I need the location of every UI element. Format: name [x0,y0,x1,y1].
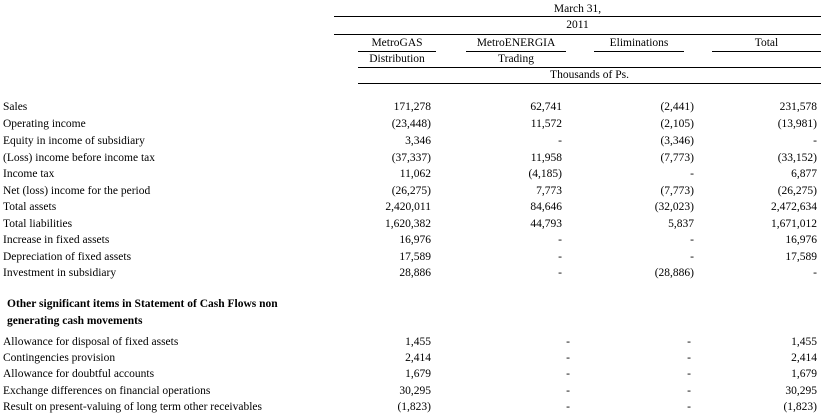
cell-metroenergia: 11,958 [530,152,562,164]
cell-metrogas: 3,346 [405,135,431,147]
cell-metroenergia: 84,646 [530,201,562,213]
row-label: Depreciation of fixed assets [3,251,132,263]
cell-eliminations: - [690,251,694,263]
cell-metroenergia: 11,572 [530,118,562,130]
cell-eliminations: - [687,368,691,380]
header-divider-bottom [358,83,821,84]
cell-total: 2,414 [791,352,817,364]
cell-total: 1,679 [791,368,817,380]
cell-eliminations: (2,105) [660,118,694,130]
section-title-line2: generating cash movements [7,315,143,327]
units-label: Thousands of Ps. [550,69,629,81]
header-year: 2011 [566,19,589,31]
cell-total: 16,976 [785,234,817,246]
row-label: Result on present-valuing of long term other receivables [3,401,262,413]
cell-metrogas: 17,589 [399,251,431,263]
row-label: Equity in income of subsidiary [3,135,145,147]
cell-metroenergia: (4,185) [528,168,562,180]
column-underline-eliminations [594,51,684,52]
cell-total: (26,275) [777,185,817,197]
cell-eliminations: - [687,385,691,397]
cell-eliminations: (7,773) [660,152,694,164]
header-divider-top [334,16,821,17]
cell-metroenergia: - [566,352,570,364]
cell-total: 30,295 [785,385,817,397]
column-header-total: Total [754,37,779,49]
cell-metrogas: (37,337) [391,152,431,164]
row-label: Net (loss) income for the period [3,185,151,197]
cell-metroenergia: 7,773 [536,185,562,197]
row-label: Investment in subsidiary [3,267,117,279]
cell-metrogas: 2,420,011 [385,201,431,213]
cell-metrogas: 1,620,382 [385,218,431,230]
header-date: March 31, [553,3,602,15]
cell-eliminations: (32,023) [654,201,694,213]
cell-metrogas: 30,295 [399,385,431,397]
cell-metrogas: 11,062 [399,168,431,180]
cell-eliminations: (2,441) [660,101,694,113]
column-subheader-distribution: Distribution [369,53,425,65]
cell-eliminations: - [690,234,694,246]
cell-total: (1,823) [783,401,817,413]
cell-metroenergia: 44,793 [530,218,562,230]
row-label: Income tax [3,168,55,180]
cell-metrogas: (26,275) [391,185,431,197]
column-header-metrogas: MetroGAS [371,37,423,49]
cell-metrogas: (1,823) [397,401,431,413]
cell-total: (33,152) [777,152,817,164]
cell-metroenergia: - [566,336,570,348]
row-label: Total liabilities [3,218,73,230]
cell-metroenergia: - [566,401,570,413]
cell-metroenergia: - [558,234,562,246]
cell-total: 231,578 [779,101,817,113]
cell-total: - [813,267,817,279]
cell-metroenergia: - [558,135,562,147]
cell-metrogas: 16,976 [399,234,431,246]
section-title-line1: Other significant items in Statement of Cash Flows non [7,298,278,310]
cell-metrogas: 171,278 [393,101,431,113]
cell-eliminations: (7,773) [660,185,694,197]
cell-total: (13,981) [777,118,817,130]
cell-metrogas: (23,448) [391,118,431,130]
cell-eliminations: (28,886) [654,267,694,279]
cell-metroenergia: - [566,385,570,397]
header-divider-year [334,34,821,35]
row-label: (Loss) income before income tax [3,152,155,164]
cell-total: 17,589 [785,251,817,263]
cell-metrogas: 1,679 [405,368,431,380]
column-header-eliminations: Eliminations [609,37,669,49]
row-label: Operating income [3,118,86,130]
row-label: Exchange differences on financial operations [3,385,211,397]
cell-metroenergia: 62,741 [530,101,562,113]
cell-eliminations: 5,837 [668,218,694,230]
cell-eliminations: - [687,401,691,413]
row-label: Increase in fixed assets [3,234,110,246]
cell-metroenergia: - [558,267,562,279]
cell-eliminations: - [687,352,691,364]
row-label: Allowance for disposal of fixed assets [3,336,179,348]
column-header-metroenergia: MetroENERGIA [476,37,556,49]
column-subheader-trading: Trading [498,53,534,65]
cell-metroenergia: - [558,251,562,263]
row-label: Allowance for doubtful accounts [3,368,155,380]
cell-metrogas: 28,886 [399,267,431,279]
cell-total: 2,472,634 [771,201,817,213]
cell-total: 6,877 [791,168,817,180]
cell-total: 1,671,012 [771,218,817,230]
row-label: Sales [3,101,28,113]
cell-metrogas: 2,414 [405,352,431,364]
row-label: Total assets [3,201,57,213]
cell-total: 1,455 [791,336,817,348]
cell-metroenergia: - [566,368,570,380]
column-underline-total [712,51,821,52]
cell-eliminations: (3,346) [660,135,694,147]
row-label: Contingencies provision [3,352,116,364]
cell-metrogas: 1,455 [405,336,431,348]
cell-eliminations: - [690,168,694,180]
cell-eliminations: - [687,336,691,348]
cell-total: - [813,135,817,147]
